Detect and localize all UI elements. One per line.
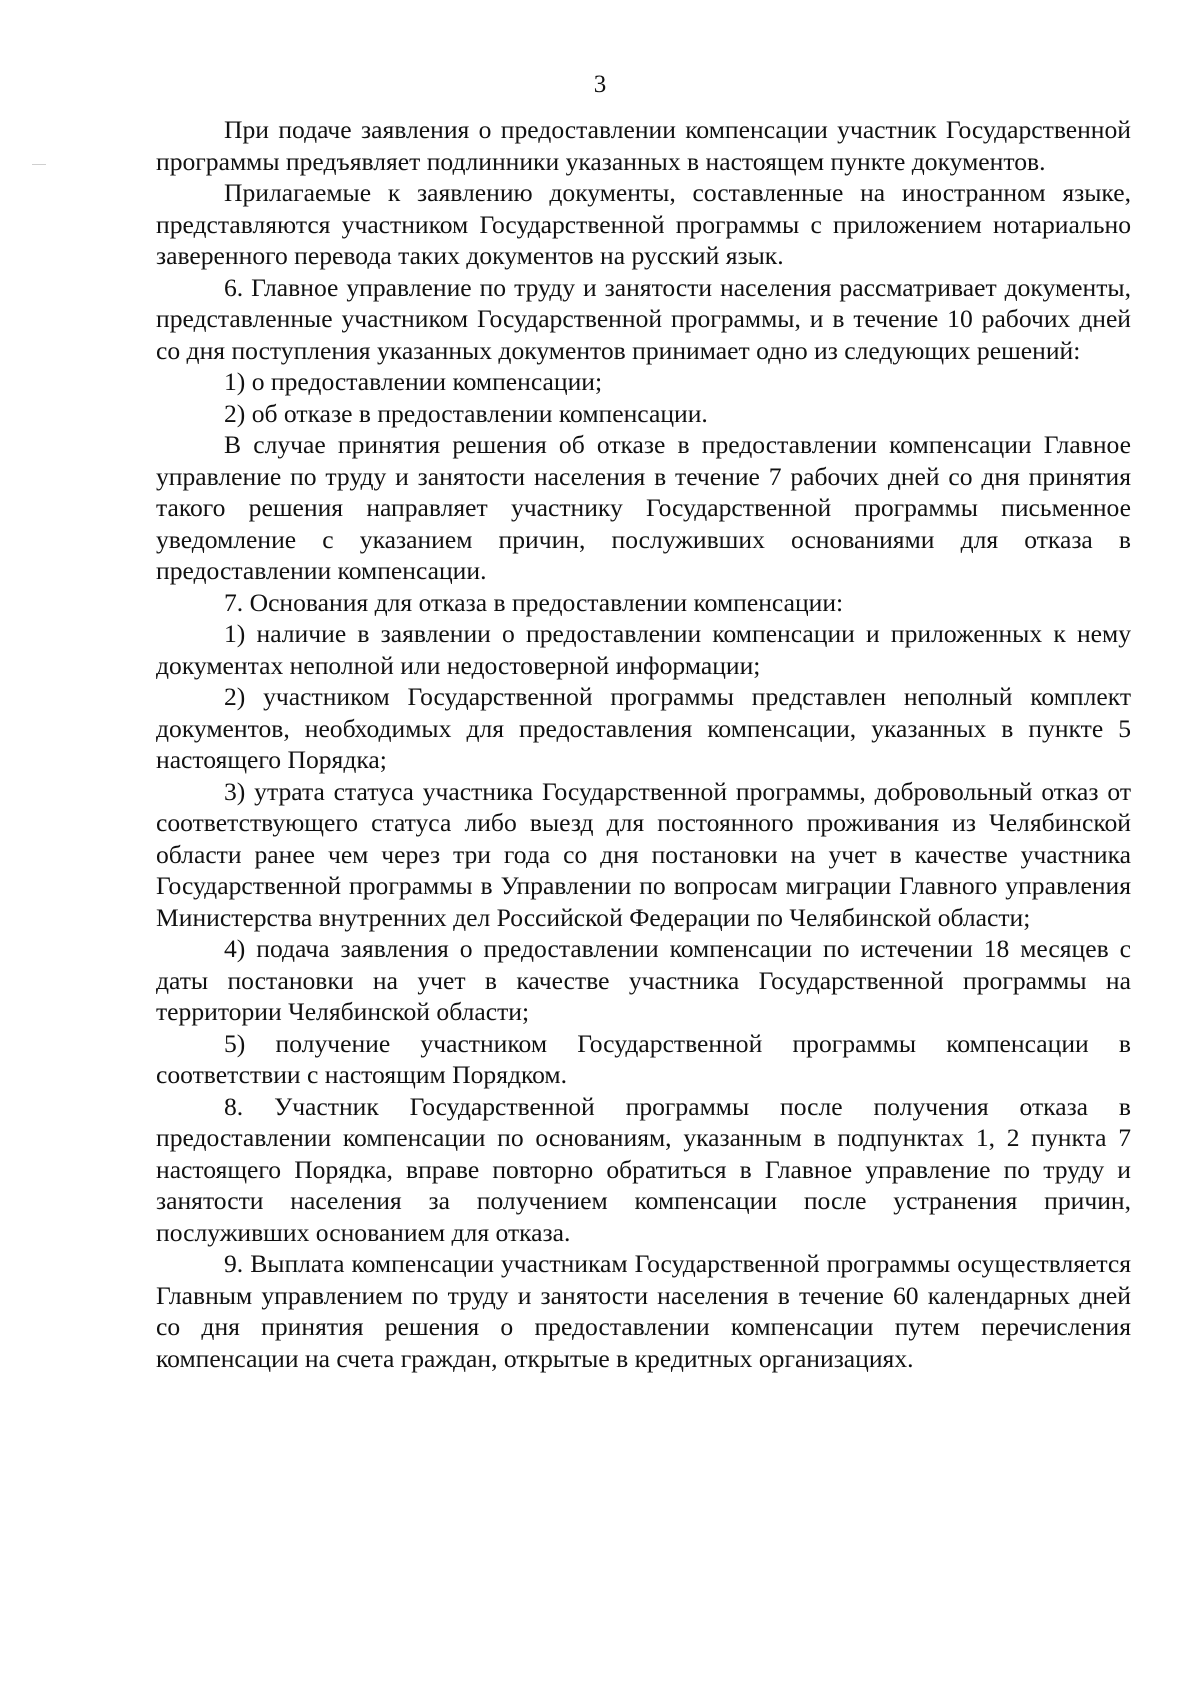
paragraph-item-6-decision-1: 1) о предоставлении компенсации;: [224, 367, 603, 396]
paragraph-originals-presentation: При подаче заявления о предоставлении компенсации участник Государственной программы предъявляет подлинники указанных в настоящем пункте документов.: [156, 115, 1131, 176]
paragraph-item-8: 8. Участник Государственной программы после получения отказа в предоставлении компенсации по основаниям, указанным в подпунктах 1, 2 пункта 7 настоящего Порядка, вправе повторно обратиться в Главное управление по труду и занятости населения за получением компенсации после устранения причин, послуживших основанием для отказа.: [156, 1091, 1131, 1247]
paragraph-item-7-ground-5: 5) получение участником Государственной программы компенсации в соответствии с настоящим Порядком.: [156, 1028, 1131, 1089]
paragraph-item-7-ground-3: 3) утрата статуса участника Государственной программы, добровольный отказ от соответствующего статуса либо выезд для постоянного проживания из Челябинской области ранее чем через три года со дня постановки на учет в качестве участника Государственной программы в Управлении по вопросам миграции Главного управления Министерства внутренних дел Российской Федерации по Челябинской области;: [156, 776, 1131, 932]
paragraph-item-6-decision-2: 2) об отказе в предоставлении компенсации.: [224, 398, 708, 428]
document-body: [156, 114, 1131, 1374]
paragraph-item-9: 9. Выплата компенсации участникам Государственной программы осуществляется Главным управлением по труду и занятости населения в течение 60 календарных дней со дня принятия решения о предоставлении компенсации путем перечисления компенсации на счета граждан, открытые в кредитных организациях.: [156, 1249, 1131, 1373]
paragraph-item-7-ground-4: 4) подача заявления о предоставлении компенсации по истечении 18 месяцев с даты постановки на учет в качестве участника Государственной программы на территории Челябинской области;: [156, 934, 1131, 1026]
page-number: 3: [593, 71, 607, 98]
paragraph-item-7: 7. Основания для отказа в предоставлении компенсации:: [224, 587, 844, 617]
paragraph-item-6: 6. Главное управление по труду и занятости населения рассматривает документы, представленные участником Государственной программы, и в течение 10 рабочих дней со дня поступления указанных документов принимает одно из следующих решений:: [156, 272, 1131, 365]
scan-margin-mark: [32, 164, 46, 165]
paragraph-foreign-language-documents: Прилагаемые к заявлению документы, составленные на иностранном языке, представляются участником Государственной программы с приложением нотариально заверенного перевода таких документов на русский язык.: [156, 178, 1131, 270]
paragraph-refusal-notice: В случае принятия решения об отказе в предоставлении компенсации Главное управление по труду и занятости населения в течение 7 рабочих дней со дня принятия такого решения направляет участнику Государственной программы письменное уведомление с указанием причин, послуживших основаниями для отказа в предоставлении компенсации.: [156, 430, 1131, 585]
paragraph-item-7-ground-2: 2) участником Государственной программы представлен неполный комплект документов, необходимых для предоставления компенсации, указанных в пункте 5 настоящего Порядка;: [156, 682, 1131, 774]
paragraph-item-7-ground-1: 1) наличие в заявлении о предоставлении компенсации и приложенных к нему документах неполной или недостоверной информации;: [156, 619, 1131, 680]
